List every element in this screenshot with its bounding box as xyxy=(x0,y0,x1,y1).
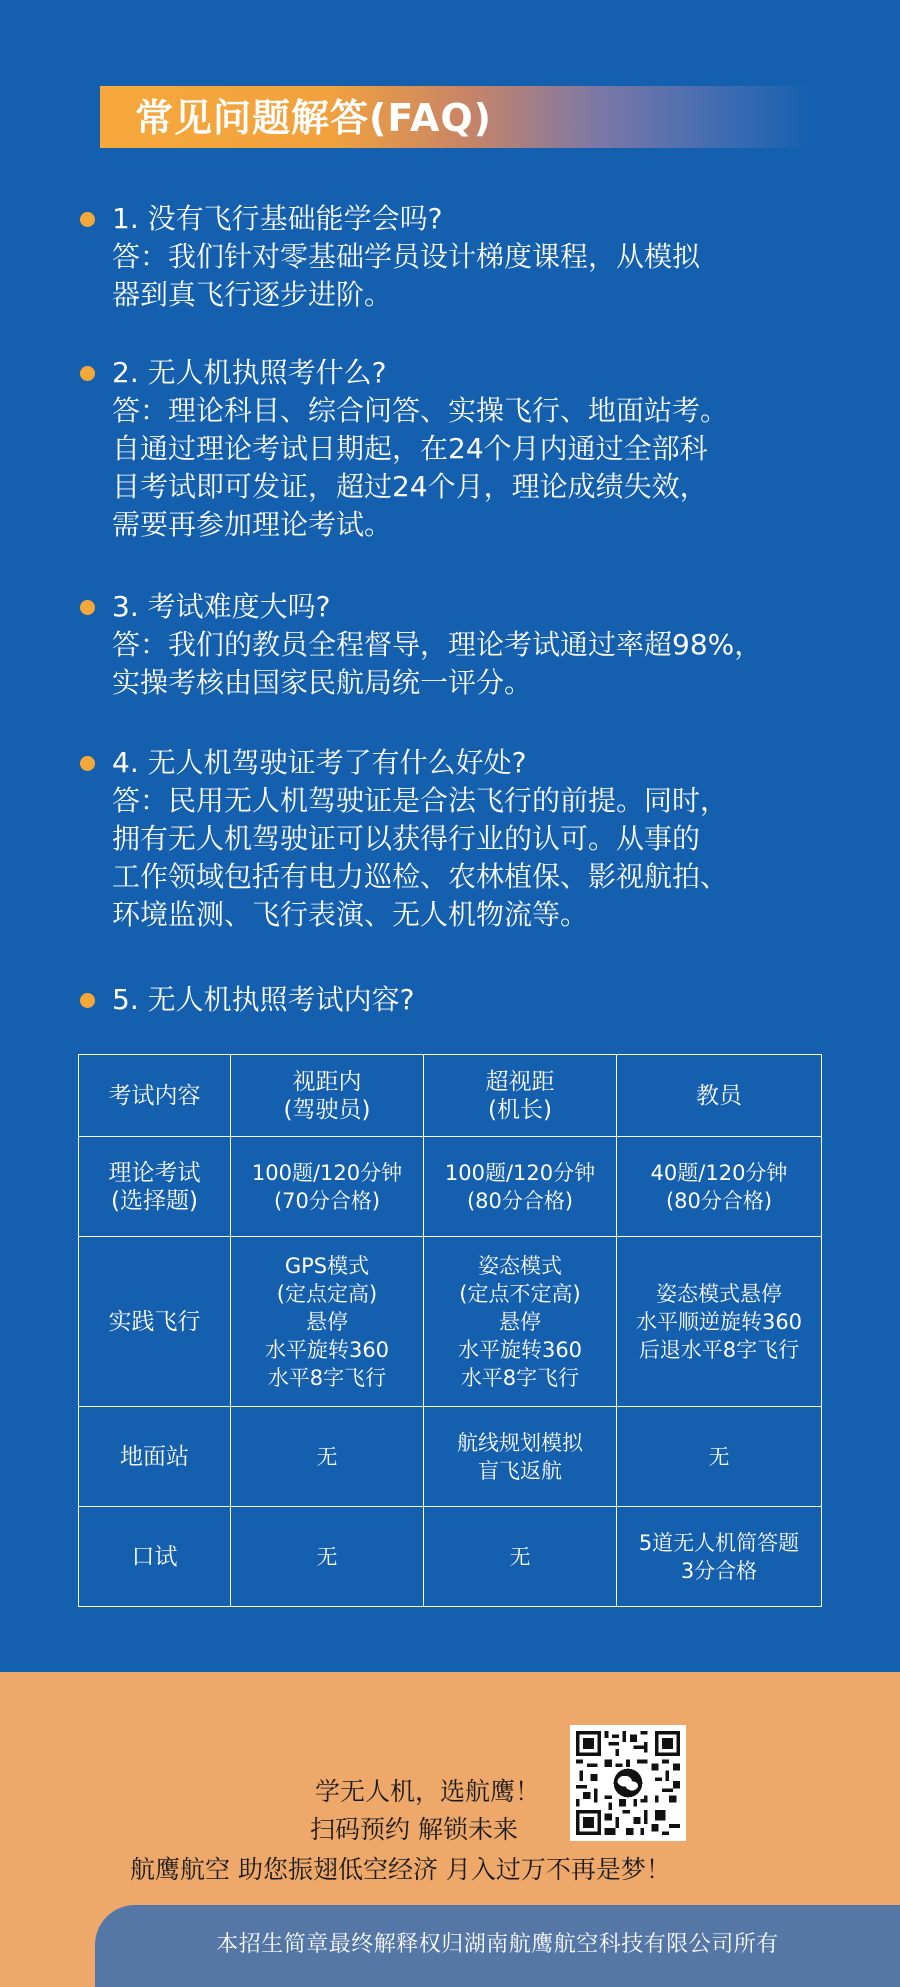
orange-dot-icon xyxy=(80,993,95,1008)
slogan-line-3: 航鹰航空 助您振翅低空经济 月入过万不再是梦！ xyxy=(130,1855,671,1884)
page-title: 常见问题解答(FAQ) xyxy=(135,96,493,140)
table-header-cell: 教员 xyxy=(617,1055,822,1137)
table-cell: 无 xyxy=(617,1407,822,1507)
table-cell: 100题/120分钟 (80分合格) xyxy=(424,1137,617,1237)
table-cell: 无 xyxy=(424,1507,617,1607)
table-row-header: 实践飞行 xyxy=(79,1237,231,1407)
table-cell: GPS模式 (定点定高) 悬停 水平旋转360 水平8字飞行 xyxy=(231,1237,424,1407)
faq-answer: 答：理论科目、综合问答、实操飞行、地面站考。 自通过理论考试日期起，在24个月内通过全部科 目考试即可发证，超过24个月，理论成绩失效， 需要再参加理论考试。 xyxy=(112,394,729,541)
exam-content-table xyxy=(78,1054,822,1607)
table-header-cell: 超视距 (机长) xyxy=(424,1055,617,1137)
faq-item xyxy=(80,354,860,544)
faq-item xyxy=(80,981,860,1019)
table-row-header: 理论考试 (选择题) xyxy=(79,1137,231,1237)
copyright-text: 本招生简章最终解释权归湖南航鹰航空科技有限公司所有 xyxy=(216,1932,779,1957)
table-cell: 姿态模式悬停 水平顺逆旋转360 后退水平8字飞行 xyxy=(617,1237,822,1407)
table-row-header: 地面站 xyxy=(79,1407,231,1507)
table-cell: 姿态模式 (定点不定高) 悬停 水平旋转360 水平8字飞行 xyxy=(424,1237,617,1407)
orange-dot-icon xyxy=(80,366,95,381)
faq-answer: 答：民用无人机驾驶证是合法飞行的前提。同时， 拥有无人机驾驶证可以获得行业的认可。从事的 工作领域包括有电力巡检、农林植保、影视航拍、 环境监测、飞行表演、无人机物流等。 xyxy=(112,784,729,931)
faq-question: 2. 无人机执照考什么? xyxy=(112,356,387,389)
faq-question: 5. 无人机执照考试内容? xyxy=(112,983,415,1016)
table-cell: 无 xyxy=(231,1507,424,1607)
table-cell: 无 xyxy=(231,1407,424,1507)
faq-item xyxy=(80,200,860,314)
faq-item xyxy=(80,744,860,934)
slogan-line-1: 学无人机，选航鹰！ xyxy=(315,1777,541,1806)
faq-answer: 答：我们的教员全程督导，理论考试通过率超98%， 实操考核由国家民航局统一评分。 xyxy=(112,628,763,699)
faq-question: 1. 没有飞行基础能学会吗? xyxy=(112,202,443,235)
table-row xyxy=(79,1137,822,1237)
orange-dot-icon xyxy=(80,756,95,771)
slogan-line-2: 扫码预约 解锁未来 xyxy=(310,1815,518,1844)
table-header-cell: 视距内 (驾驶员) xyxy=(231,1055,424,1137)
table-row xyxy=(79,1407,822,1507)
table-cell: 航线规划模拟 盲飞返航 xyxy=(424,1407,617,1507)
table-row xyxy=(79,1507,822,1607)
faq-item xyxy=(80,588,860,702)
table-cell: 40题/120分钟 (80分合格) xyxy=(617,1137,822,1237)
orange-dot-icon xyxy=(80,600,95,615)
faq-question: 3. 考试难度大吗? xyxy=(112,590,331,623)
table-row-header: 口试 xyxy=(79,1507,231,1607)
orange-dot-icon xyxy=(80,212,95,227)
table-cell: 100题/120分钟 (70分合格) xyxy=(231,1137,424,1237)
table-cell: 5道无人机简答题 3分合格 xyxy=(617,1507,822,1607)
table-header-cell: 考试内容 xyxy=(79,1055,231,1137)
copyright-bar xyxy=(95,1905,900,1987)
table-row xyxy=(79,1237,822,1407)
faq-answer: 答：我们针对零基础学员设计梯度课程，从模拟 器到真飞行逐步进阶。 xyxy=(112,240,701,311)
table-header-row xyxy=(79,1055,822,1137)
faq-question: 4. 无人机驾驶证考了有什么好处? xyxy=(112,746,527,779)
